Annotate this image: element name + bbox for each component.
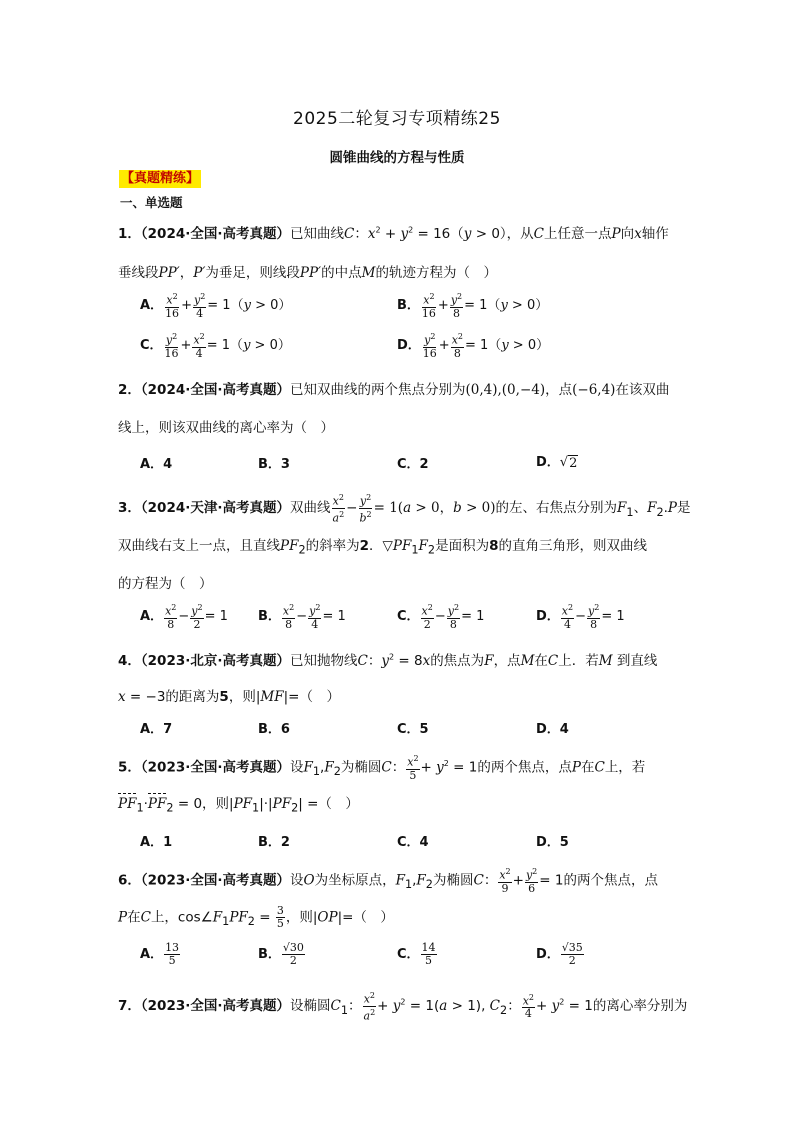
question-1-line-1: 1．（2024·全国·高考真题）已知曲线C：$x^2 + y^2 = 16(y > 0)$，从C上任意一点P向x轴作 (118, 225, 669, 242)
question-3-line-1: 3．（2024·天津·高考真题）双曲线 $\frac{x^2}{a^2}$ − $\frac{y^2}{b^2}$ = 1(a > 0，b > 0)的左、右焦点分别为$F_1$、$F_2.P$是 (118, 493, 691, 525)
question-3-option-a: A． $\frac{x^2}{8}$ − $\frac{y^2}{2}$ = 1 (140, 603, 228, 631)
question-3-option-b: B． $\frac{x^2}{8}$ − $\frac{y^2}{4}$ = 1 (258, 603, 346, 631)
question-4-option-b: B．6 (258, 722, 290, 737)
question-4-option-a: A．7 (140, 722, 173, 737)
question-6-line-1: 6．（2023·全国·高考真题）设O为坐标原点，$F_1,F_2$为椭圆C： $\frac{x^2}{9}$ + $\frac{y^2}{6}$ = 1的两个焦点，点 (118, 867, 658, 895)
question-5-option-a: A．1 (140, 835, 173, 850)
question-5-option-b: B．2 (258, 835, 290, 850)
question-4-option-c: C．5 (397, 722, 429, 737)
question-4-line-2: x = −3的距离为5，则|MF|=（ ） (118, 689, 340, 705)
question-3-line-2: 双曲线右支上一点，且直线$PF_2$的斜率为2．$▽PF_1F_2$是面积为8的直角三角形，则双曲线 (118, 538, 647, 557)
question-6-option-a: A． $\frac{13}{5}$ (140, 941, 180, 967)
page-title: 2025二轮复习专项精练25 (293, 109, 501, 129)
question-3-line-3: 的方程为（ ） (118, 576, 213, 592)
question-2-line-2: 线上，则该双曲线的离心率为（ ） (118, 420, 334, 436)
question-5-option-d: D．5 (536, 835, 569, 850)
question-3-option-d: D． $\frac{x^2}{4}$ − $\frac{y^2}{8}$ = 1 (536, 603, 625, 631)
question-6-option-d: D． $\frac{√35}{2}$ (536, 941, 583, 967)
question-1-option-c: C． $\frac{y^2}{16}$ + $\frac{x^2}{4}$ = 1（y > 0） (140, 332, 291, 360)
question-6-option-c: C． $\frac{14}{5}$ (397, 941, 436, 967)
section-heading: 一、单选题 (120, 195, 183, 210)
question-2-option-c: C．2 (397, 457, 429, 472)
question-7-line-1: 7．（2023·全国·高考真题）设椭圆$C_1$： $\frac{x^2}{a^2}$ + $y^2 = 1(a > 1)$, $C_2$： $\frac{x^2}{4}$ + $y^2 = 1$的离心率分别为 (118, 991, 688, 1023)
question-4-line-1: 4．（2023·北京·高考真题）已知抛物线C：$y^2 = 8x$的焦点为F，点M在C上．若M 到直线 (118, 652, 658, 669)
question-3-option-c: C． $\frac{x^2}{2}$ − $\frac{y^2}{8}$ = 1 (397, 603, 485, 631)
question-2-option-d: D．√ 2 (536, 455, 578, 471)
question-1-option-d: D． $\frac{y^2}{16}$ + $\frac{x^2}{8}$ = 1（y > 0） (397, 332, 550, 360)
question-5-line-1: 5．（2023·全国·高考真题）设$F_1,F_2$为椭圆C： $\frac{x^2}{5}$ + $y^2 = 1$的两个焦点，点P在C上，若 (118, 754, 646, 782)
question-6-line-2: P在C上，$\cos\angle F_1PF_2$ = $\frac{3}{5}$ ，则|OP|=（ ） (118, 904, 394, 930)
question-2-option-a: A．4 (140, 457, 173, 472)
question-1-line-2: 垂线段PP′，P′为垂足，则线段PP′的中点M的轨迹方程为（ ） (118, 265, 497, 281)
question-6-option-b: B． $\frac{√30}{2}$ (258, 941, 304, 967)
question-5-line-2: $PF_1\cdot PF_2 = 0$，则$|PF_1|\cdot|PF_2|$ =（ ） (118, 796, 359, 815)
question-1-option-a: A． $\frac{x^2}{16}$ + $\frac{y^2}{4}$ = 1（y > 0） (140, 292, 292, 320)
question-5-option-c: C．4 (397, 835, 429, 850)
question-4-option-d: D．4 (536, 722, 569, 737)
question-2-line-1: 2．（2024·全国·高考真题）已知双曲线的两个焦点分别为(0,4),(0,−4)，点(−6,4)在该双曲 (118, 382, 670, 398)
page-subtitle: 圆锥曲线的方程与性质 (329, 150, 465, 166)
question-2-option-b: B．3 (258, 457, 290, 472)
section-tag: 【真题精练】 (121, 171, 200, 186)
question-1-option-b: B． $\frac{x^2}{16}$ + $\frac{y^2}{8}$ = 1（y > 0） (397, 292, 549, 320)
